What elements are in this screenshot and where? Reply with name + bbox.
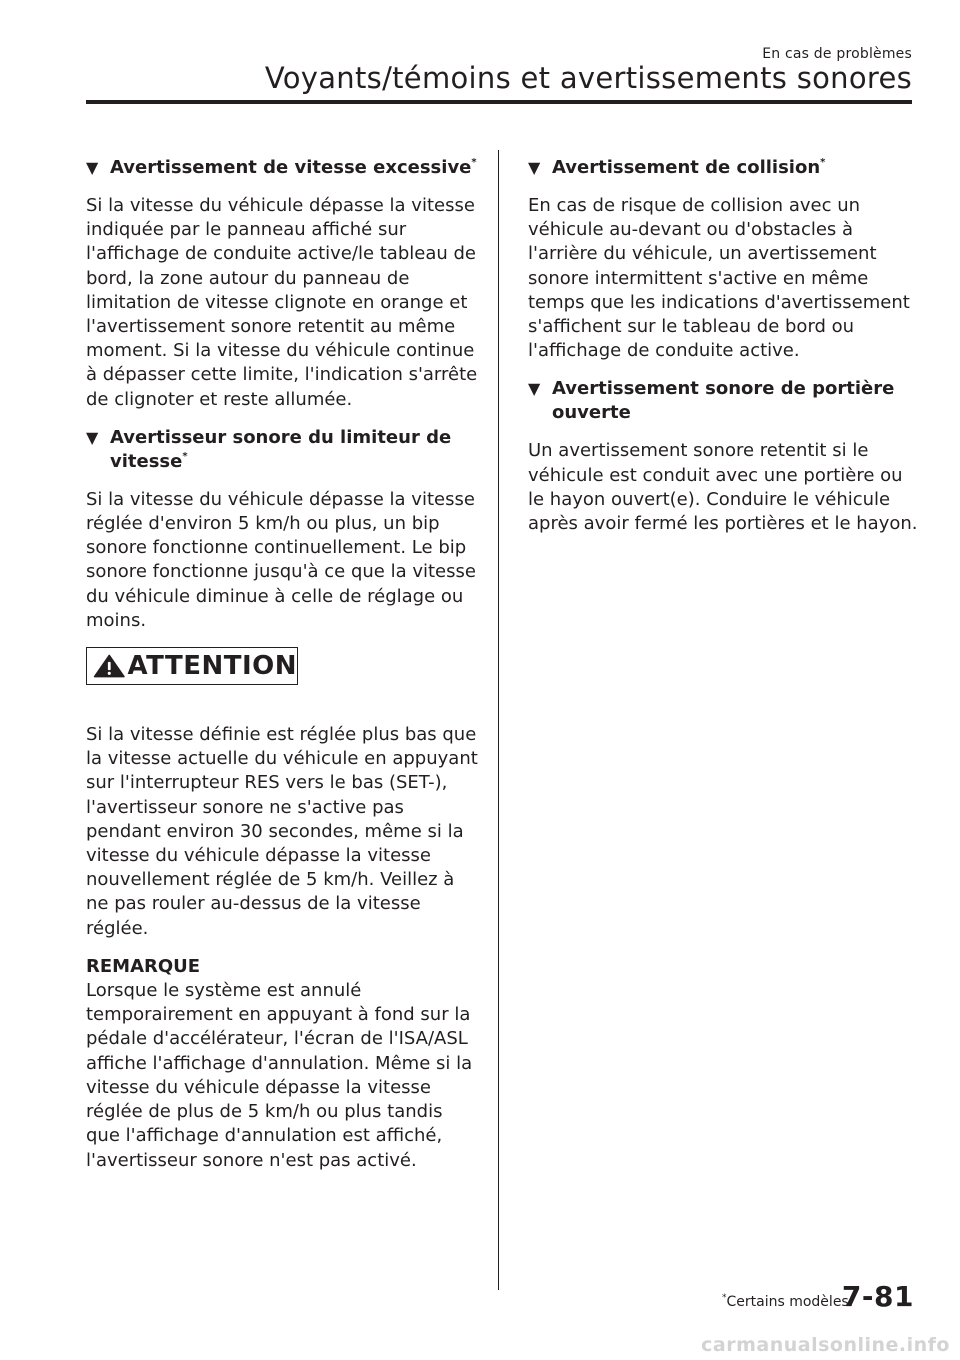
paragraph-overspeed-warning: Si la vitesse du véhicule dépasse la vitesse indiquée par le panneau affiché sur l'affichage de conduite active/le tableau de bord, la zone autour du panneau de limitation de vitesse clignote en orange et l'avertissement sonore retentit au même moment. Si la vitesse du véhicule continue à dépasser cette limite, l'indication s'arrête de clignoter et reste allumée. — [86, 195, 478, 410]
attention-text: Si la vitesse définie est réglée plus bas que la vitesse actuelle du véhicule en appuyant sur l'interrupteur RES vers le bas (SET-), l'avertisseur sonore ne s'active pas pendant environ 30 secondes, même si la vitesse du véhicule dépasse la vitesse nouvellement réglée de 5 km/h. Veillez à ne pas rouler au-dessus de la vitesse réglée. — [86, 724, 478, 939]
optional-equipment-mark: * — [820, 157, 826, 168]
page-title: Voyants/témoins et avertissements sonores — [264, 61, 912, 95]
triangle-bullet-icon: ▼ — [86, 158, 99, 177]
heading-text: Avertissement de collision — [552, 157, 821, 178]
footnote-asterisk: * — [722, 1293, 727, 1303]
paragraph-speed-limiter-beep: Si la vitesse du véhicule dépasse la vitesse réglée d'environ 5 km/h ou plus, un bip sonore fonctionne continuellement. Le bip sonore fonctionne jusqu'à ce que la vitesse du véhicule diminue à celle de réglage ou moins. — [86, 488, 476, 631]
optional-equipment-mark: * — [182, 450, 188, 462]
triangle-bullet-icon: ▼ — [528, 379, 541, 399]
section-name: En cas de problèmes — [762, 46, 912, 62]
heading-door-open-warning — [528, 377, 920, 425]
footnote-text: Certains modèles. — [726, 1294, 854, 1310]
left-column — [86, 156, 482, 1173]
triangle-bullet-icon: ▼ — [86, 427, 99, 447]
header-rule — [86, 100, 912, 104]
heading-text: Avertisseur sonore du limiteur de vitesse — [110, 426, 452, 472]
heading-speed-limiter-beep — [86, 426, 482, 474]
attention-label: ATTENTION — [127, 650, 297, 681]
triangle-bullet-icon: ▼ — [528, 158, 541, 177]
remark-text: Lorsque le système est annulé temporairement en appuyant à fond sur la pédale d'accélérateur, l'écran de l'ISA/ASL affiche l'affichage d'annulation. Même si la vitesse du véhicule dépasse la vitesse réglée de plus de 5 km/h ou plus tandis que l'affichage d'annulation est affiché, l'avertisseur sonore n'est pas activé. — [86, 980, 473, 1171]
heading-overspeed-warning — [86, 156, 482, 180]
heading-text: Avertissement de vitesse excessive — [110, 157, 472, 178]
right-column — [528, 156, 920, 550]
heading-text: Avertissement sonore de portière ouverte — [552, 378, 895, 424]
footnote — [722, 1294, 853, 1310]
optional-equipment-mark: * — [471, 157, 477, 168]
paragraph-collision-warning: En cas de risque de collision avec un véhicule au-devant ou d'obstacles à l'arrière du véhicule, un avertissement sonore intermittent s'active en même temps que les indications d'avertissement s'affichent sur le tableau de bord ou l'affichage de conduite active. — [528, 195, 910, 362]
warning-triangle-icon — [93, 651, 126, 681]
paragraph-door-open-warning: Un avertissement sonore retentit si le véhicule est conduit avec une portière ou le hayon ouvert(e). Conduire le véhicule après avoir fermé les portières et le hayon. — [528, 440, 918, 535]
attention-callout — [86, 647, 298, 685]
page-number: 7-81 — [841, 1280, 914, 1313]
column-divider — [498, 150, 499, 1290]
remark-heading: REMARQUE — [86, 955, 201, 977]
heading-collision-warning — [528, 156, 920, 180]
watermark: carmanualsonline.info — [701, 1334, 950, 1356]
